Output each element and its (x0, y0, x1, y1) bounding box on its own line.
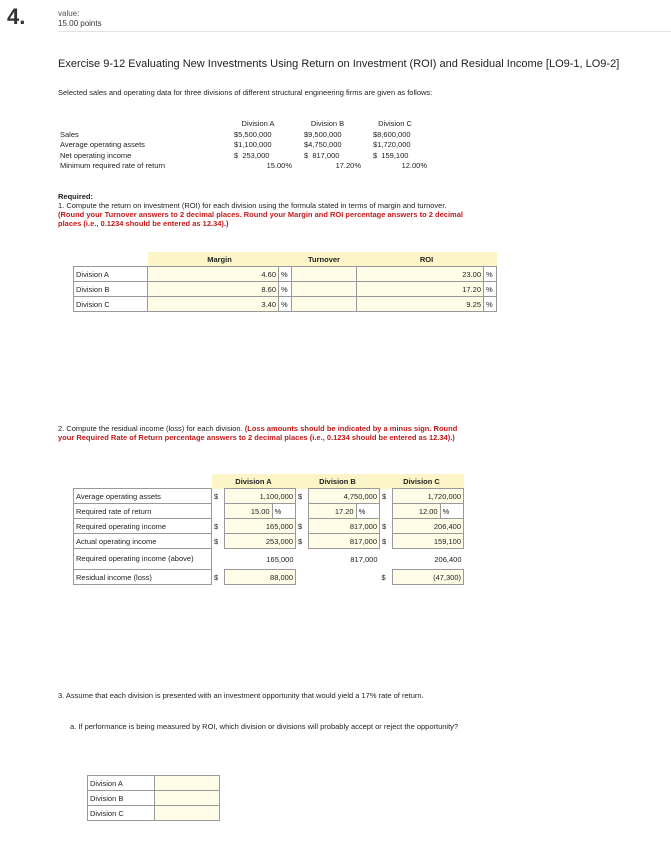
roi-row-label: Division C (74, 297, 148, 312)
turnover-input-b[interactable] (292, 282, 357, 297)
avg-assets-input-b[interactable]: 4,750,000 (309, 489, 380, 504)
dollar-sign: $ (214, 536, 219, 546)
table-row (88, 791, 220, 806)
given-value: $8,600,000 (373, 129, 411, 139)
table-row (74, 282, 497, 297)
dollar-sign: $ (382, 521, 387, 531)
dollar-sign: $ (382, 536, 387, 546)
ri-row-label: Required operating income (74, 519, 212, 534)
percent-sign: % (484, 297, 497, 312)
ri-row-label: Required operating income (above) (74, 549, 212, 570)
given-value: $9,500,000 (304, 129, 342, 139)
percent-sign: % (279, 282, 292, 297)
actual-income-input-a[interactable]: 253,000 (225, 534, 296, 549)
dollar-sign: $ (382, 491, 387, 501)
accept-row-label: Division C (88, 806, 155, 821)
actual-income-input-b[interactable]: 817,000 (309, 534, 380, 549)
percent-sign: % (279, 297, 292, 312)
margin-input-c[interactable]: 3.40 (148, 297, 279, 312)
given-header-b: Division B (310, 119, 345, 128)
divider (58, 31, 671, 32)
req-income-above-a: 165,000 (266, 554, 294, 564)
ri-row-label: Residual income (loss) (74, 570, 212, 585)
ri-row-label: Actual operating income (74, 534, 212, 549)
exercise-title: Exercise 9-12 Evaluating New Investments Using Return on Investment (ROI) and Residual Income [LO9-1, LO9-2] (58, 58, 620, 70)
accept-row-label: Division B (88, 791, 155, 806)
percent-sign: % (484, 282, 497, 297)
given-label: Sales (60, 129, 79, 139)
actual-income-input-c[interactable]: 159,100 (393, 534, 464, 549)
req-income-input-a[interactable]: 165,000 (225, 519, 296, 534)
req-rate-input-a[interactable]: 15.00 (225, 504, 273, 519)
dollar-sign: $ (214, 572, 219, 582)
table-row (88, 806, 220, 821)
given-label: Average operating assets (60, 140, 145, 149)
points-value: 15.00 points (58, 19, 102, 28)
required-heading: Required: (58, 192, 94, 201)
residual-income-input-a[interactable]: 88,000 (225, 570, 296, 585)
req-income-input-c[interactable]: 206,400 (393, 519, 464, 534)
percent-sign: % (484, 267, 497, 282)
margin-input-a[interactable]: 4.60 (148, 267, 279, 282)
question-3a: a. If performance is being measured by ROI, which division or divisions will probably accept or reject the opportunity? (70, 722, 459, 731)
roi-header-turnover: Turnover (292, 252, 357, 267)
question-1-note: (Round your Turnover answers to 2 decimal places. Round your Margin and ROI percentage answers to 2 decimal places (i.e., 0.1234 should be entered as 12.34).) (58, 210, 463, 228)
question-number: 4. (7, 4, 26, 29)
given-value: 12.00% (401, 161, 427, 170)
accept-select-b[interactable] (155, 791, 220, 806)
given-header-a: Division A (241, 119, 275, 128)
given-label: Minimum required rate of return (60, 161, 166, 170)
table-row (88, 776, 220, 791)
req-income-above-c: 206,400 (434, 554, 462, 564)
accept-select-c[interactable] (155, 806, 220, 821)
table-row (74, 504, 464, 519)
req-rate-input-c[interactable]: 12.00 (393, 504, 441, 519)
roi-row-label: Division A (74, 267, 148, 282)
given-value: $ 253,000 (234, 150, 270, 160)
accept-row-label: Division A (88, 776, 155, 791)
table-row (74, 297, 497, 312)
req-income-above-b: 817,000 (350, 554, 378, 564)
roi-input-c[interactable]: 9.25 (357, 297, 484, 312)
turnover-input-a[interactable] (292, 267, 357, 282)
dollar-sign: $ (298, 491, 303, 501)
table-row (74, 549, 464, 570)
margin-input-b[interactable]: 8.60 (148, 282, 279, 297)
percent-sign: % (279, 267, 292, 282)
roi-row-label: Division B (74, 282, 148, 297)
given-data-table (58, 118, 429, 173)
intro-text: Selected sales and operating data for three divisions of different structural engineering firms are given as follows: (58, 88, 433, 97)
question-1-text: 1. Compute the return on investment (ROI) for each division using the formula stated in terms of margin and turnover. (58, 201, 447, 210)
residual-income-b (309, 570, 380, 585)
question-3: 3. Assume that each division is presented with an investment opportunity that would yield a 17% rate of return. (58, 691, 424, 700)
req-income-input-b[interactable]: 817,000 (309, 519, 380, 534)
ri-header-a: Division A (212, 474, 296, 489)
question-2-note: (Loss amounts should be indicated by a minus sign. Round your Required Rate of Return percentage answers to 2 decimal places (i.e., 0.1234 should be entered as 12.34).) (58, 424, 458, 442)
roi-header-margin: Margin (148, 252, 292, 267)
given-value: 15.00% (266, 161, 292, 170)
table-row (74, 519, 464, 534)
dollar-sign: $ (298, 521, 303, 531)
dollar-sign: $ (298, 536, 303, 546)
avg-assets-input-c[interactable]: 1,720,000 (393, 489, 464, 504)
table-row (74, 570, 464, 585)
roi-input-a[interactable]: 23.00 (357, 267, 484, 282)
table-row (74, 267, 497, 282)
given-value: $4,750,000 (304, 140, 342, 149)
accept-select-a[interactable] (155, 776, 220, 791)
question-2-text: 2. Compute the residual income (loss) for each division. (58, 424, 243, 433)
question-1 (58, 201, 473, 228)
given-value: $5,500,000 (234, 129, 272, 139)
ri-row-label: Average operating assets (74, 489, 212, 504)
accept-reject-table (87, 775, 220, 821)
given-value: $ 817,000 (304, 150, 340, 160)
question-2 (58, 424, 463, 442)
residual-income-input-c[interactable]: (47,300) (393, 570, 464, 585)
given-header-c: Division C (378, 119, 412, 128)
given-value: $ 159,100 (373, 150, 409, 160)
given-value: $1,720,000 (373, 140, 411, 149)
roi-input-b[interactable]: 17.20 (357, 282, 484, 297)
dollar-sign: $ (214, 491, 219, 501)
turnover-input-c[interactable] (292, 297, 357, 312)
ri-header-c: Division C (380, 474, 464, 489)
roi-table (73, 252, 497, 312)
given-value: $1,100,000 (234, 140, 272, 149)
table-row (74, 489, 464, 504)
given-value: 17.20% (335, 161, 361, 170)
dollar-sign: $ (381, 572, 386, 582)
value-label: value: (58, 9, 80, 18)
req-rate-input-b[interactable]: 17.20 (309, 504, 357, 519)
percent-sign: % (356, 504, 379, 519)
given-label: Net operating income (60, 150, 132, 160)
percent-sign: % (272, 504, 295, 519)
table-row (74, 534, 464, 549)
residual-income-table (73, 474, 464, 585)
avg-assets-input-a[interactable]: 1,100,000 (225, 489, 296, 504)
roi-header-roi: ROI (357, 252, 497, 267)
percent-sign: % (440, 504, 463, 519)
ri-header-b: Division B (296, 474, 380, 489)
dollar-sign: $ (214, 521, 219, 531)
ri-row-label: Required rate of return (74, 504, 212, 519)
